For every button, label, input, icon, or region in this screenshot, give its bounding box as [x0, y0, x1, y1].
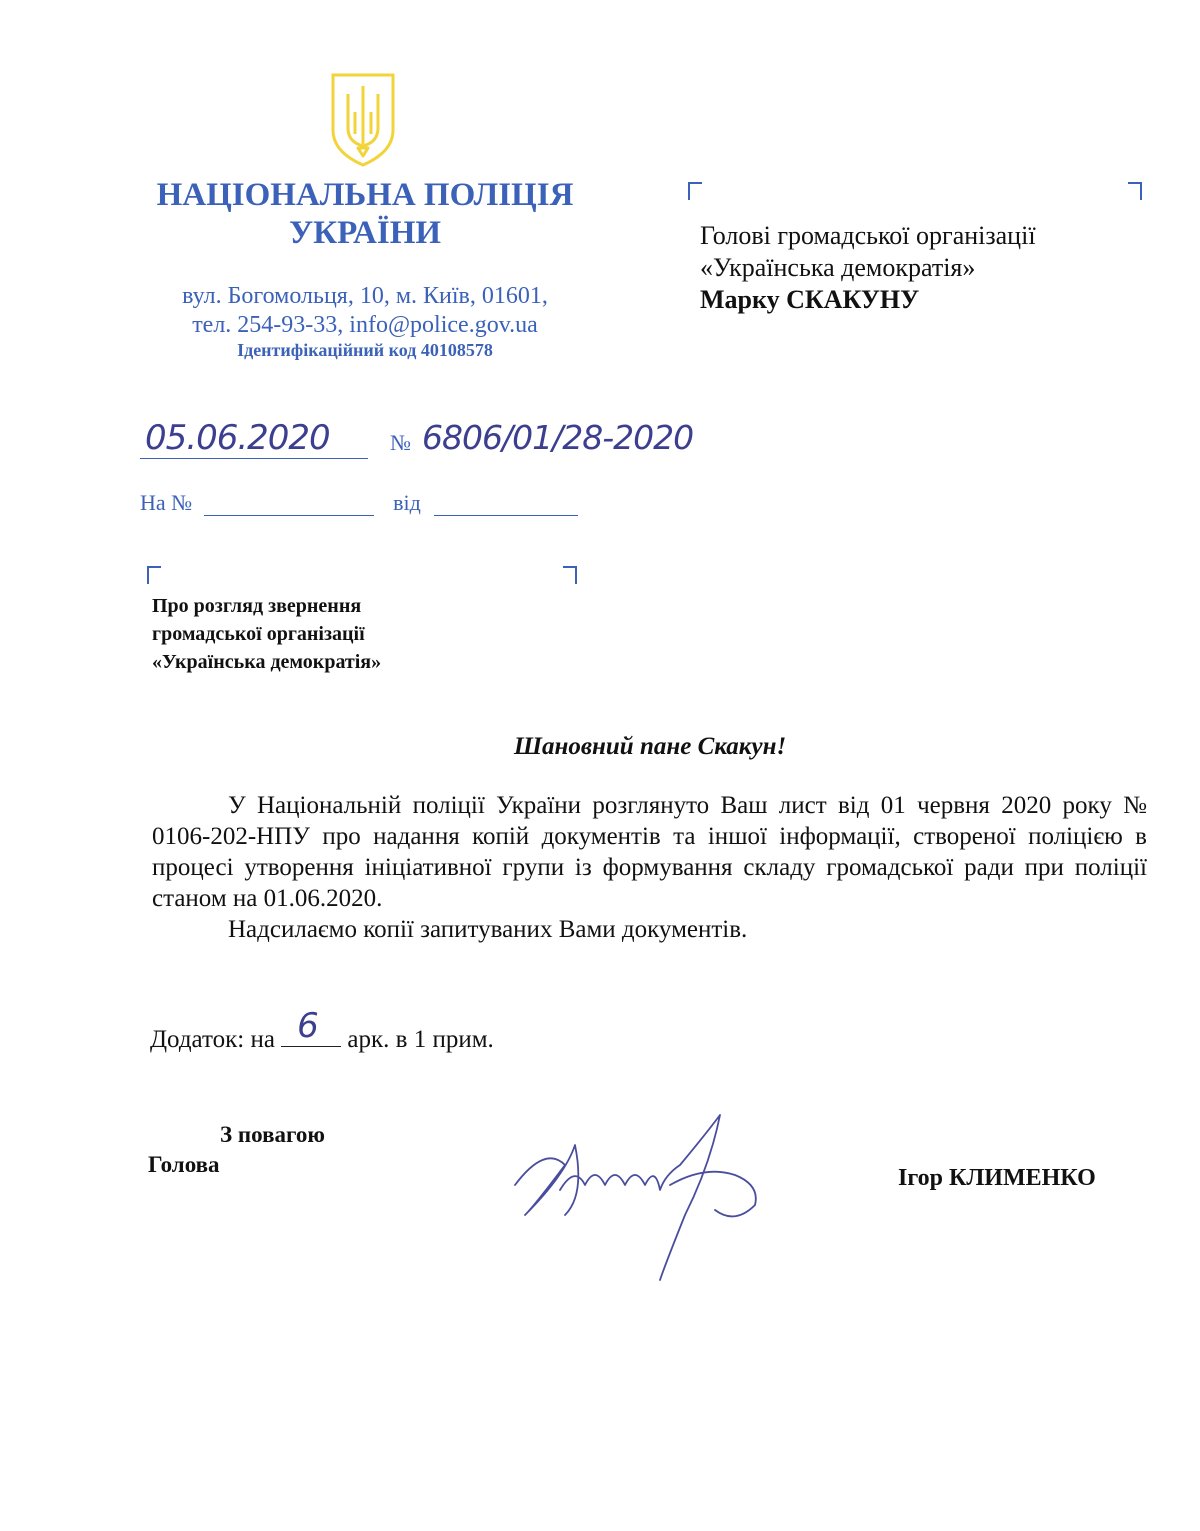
body-paragraph-2: Надсилаємо копії запитуваних Вами документів.	[228, 916, 748, 943]
ref-number-blank	[204, 493, 374, 516]
registration-number: 6806/01/28-2020	[422, 418, 694, 457]
subject	[152, 592, 572, 676]
subject-line3: «Українська демократія»	[152, 651, 382, 673]
addressee-line2: «Українська демократія»	[700, 253, 976, 282]
subject-line1: Про розгляд звернення	[152, 595, 362, 617]
number-label: №	[390, 430, 411, 455]
signer-title: Голова	[148, 1152, 220, 1177]
address-line1: вул. Богомольця, 10, м. Київ, 01601,	[182, 283, 548, 309]
attachment-sheets-blank	[281, 1006, 341, 1047]
addressee-line1: Голові громадської організації	[700, 221, 1036, 250]
ref-from-label: від	[393, 490, 421, 515]
subject-corner-right	[563, 566, 577, 584]
body-paragraph-1: У Національній поліції України розглянуто Ваш лист від 01 червня 2020 року № 0106-202-НПУ про надання копій документів та іншої інформації, створеної поліцією в процесі утворення ініціативної групи із формування складу громадської ради при поліції станом на 01.06.2020.	[152, 792, 1147, 912]
signer-name: Ігор КЛИМЕНКО	[898, 1165, 1096, 1191]
org-name-line1: НАЦІОНАЛЬНА ПОЛІЦІЯ	[156, 177, 574, 213]
attachment-suffix: арк. в 1 прим.	[347, 1026, 494, 1053]
date-underline	[140, 458, 368, 459]
trident-coat-of-arms-icon	[330, 72, 396, 168]
address-line2: тел. 254-93-33, info@police.gov.ua	[192, 312, 538, 338]
attachment-note	[150, 1006, 494, 1054]
closing-regards: З повагою	[220, 1122, 325, 1147]
attachment-prefix: Додаток: на	[150, 1026, 275, 1053]
reference-row	[140, 490, 578, 516]
org-address	[120, 282, 610, 340]
registration-date: 05.06.2020	[145, 418, 330, 458]
attachment-sheets: 6	[297, 1006, 319, 1046]
letter-body	[152, 790, 1147, 945]
ref-date-blank	[434, 493, 578, 516]
addressee-corner-right	[1128, 182, 1142, 200]
org-id-code: Ідентифікаційний код 40108578	[237, 340, 493, 360]
addressee-corner-left	[688, 182, 702, 200]
subject-corner-left	[147, 566, 161, 584]
addressee-name: Марку СКАКУНУ	[700, 285, 920, 314]
org-name	[120, 176, 610, 252]
org-name-line2: УКРАЇНИ	[288, 215, 442, 251]
subject-line2: громадської організації	[152, 623, 365, 645]
handwritten-signature	[505, 1105, 775, 1285]
addressee	[700, 220, 1160, 316]
ref-number-label: На №	[140, 490, 193, 515]
salutation: Шановний пане Скакун!	[513, 733, 787, 760]
